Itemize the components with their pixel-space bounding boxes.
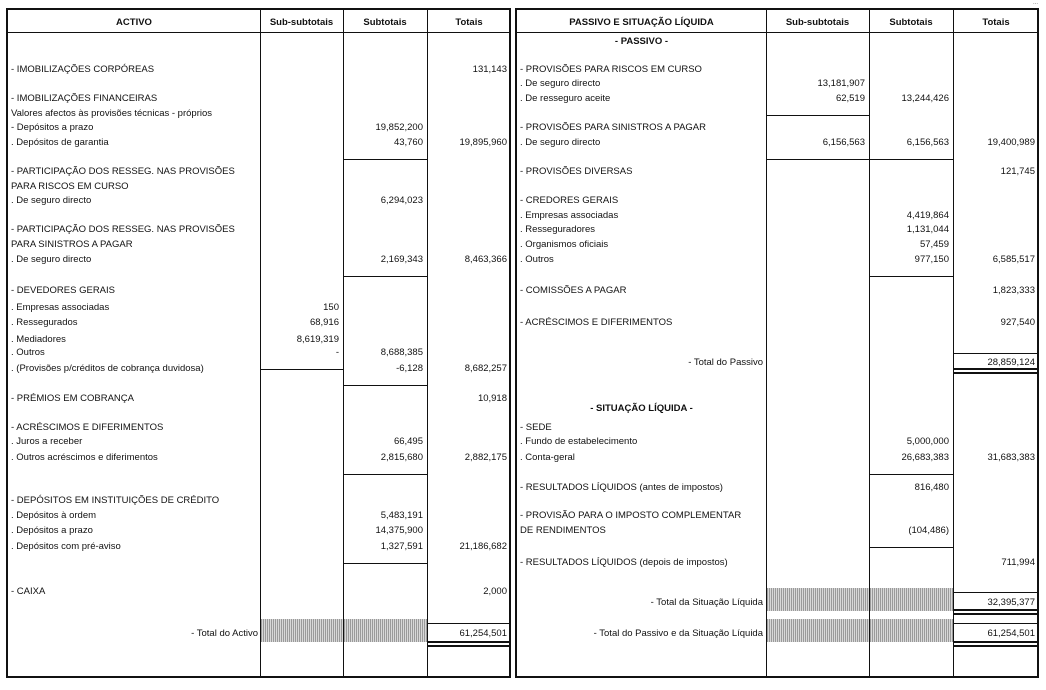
total-value: 1,823,333 <box>992 285 1035 296</box>
total-situacao-liquida-label: - Total da Situação Líquida <box>650 597 763 608</box>
sub-subtotal-value: 68,916 <box>309 317 339 328</box>
sub-subtotal-value: 150 <box>323 302 339 313</box>
total-value: 10,918 <box>477 393 507 404</box>
column-divider <box>766 10 767 676</box>
sub-subtotal-value: 6,156,563 <box>822 137 865 148</box>
totais-header: Totais <box>982 17 1010 28</box>
line-label: - DEPÓSITOS EM INSTITUIÇÕES DE CRÉDITO <box>11 495 220 506</box>
line-label: - COMISSÕES A PAGAR <box>520 285 627 296</box>
subtotal-rule <box>343 159 427 160</box>
subtotal-value: 6,294,023 <box>380 195 423 206</box>
line-label: - PROVISÕES DIVERSAS <box>520 166 633 177</box>
subtotal-value: 43,760 <box>393 137 423 148</box>
line-label: - IMOBILIZAÇÕES CORPÓREAS <box>11 64 155 75</box>
subtotal-value: 2,815,680 <box>380 452 423 463</box>
subtotal-rule <box>869 547 953 548</box>
total-passivo-situacao-value: 61,254,501 <box>987 628 1035 639</box>
line-label: - RESULTADOS LÍQUIDOS (depois de impostos) <box>520 557 728 568</box>
corner-mark: ... <box>1032 0 1038 6</box>
line-label: . Depósitos com pré-aviso <box>11 541 121 552</box>
total-activo-label: - Total do Activo <box>191 628 258 639</box>
column-divider <box>343 10 344 676</box>
line-label: . Organismos oficiais <box>520 239 609 250</box>
total-double-rule <box>427 641 511 647</box>
total-double-rule <box>953 368 1039 374</box>
line-label: . Juros a receber <box>11 436 83 447</box>
line-label: . Depósitos à ordem <box>11 510 97 521</box>
line-label: Valores afectos às provisões técnicas - próprios <box>11 108 212 119</box>
line-label: - ACRÉSCIMOS E DIFERIMENTOS <box>520 317 673 328</box>
line-label: . (Provisões p/créditos de cobrança duvidosa) <box>11 363 204 374</box>
line-label: PARA RISCOS EM CURSO <box>11 181 129 192</box>
hatched-cell <box>767 619 869 642</box>
total-rule <box>953 592 1039 593</box>
line-label: - IMOBILIZAÇÕES FINANCEIRAS <box>11 93 158 104</box>
line-label: - PARTICIPAÇÃO DOS RESSEG. NAS PROVISÕES <box>11 224 235 235</box>
subtotal-value: 14,375,900 <box>375 525 423 536</box>
line-label: - CAIXA <box>11 586 46 597</box>
total-passivo-value: 28,859,124 <box>987 357 1035 368</box>
line-label: . Outros acréscimos e diferimentos <box>11 452 158 463</box>
line-label: . Depósitos a prazo <box>11 525 93 536</box>
sub-subtotal-value: 8,619,319 <box>296 334 339 345</box>
subtotal-rule <box>260 369 343 370</box>
subtotal-rule <box>766 115 869 116</box>
subtotal-rule <box>869 159 953 160</box>
subtotal-rule <box>343 474 427 475</box>
hatched-cell <box>870 588 953 611</box>
line-label: . Outros <box>11 347 45 358</box>
total-value: 2,000 <box>483 586 507 597</box>
total-value: 2,882,175 <box>464 452 507 463</box>
sub-subtotais-header: Sub-subtotais <box>269 17 334 28</box>
subtotal-value: 57,459 <box>919 239 949 250</box>
total-value: 21,186,682 <box>459 541 507 552</box>
total-value: 121,745 <box>1000 166 1035 177</box>
total-value: 31,683,383 <box>987 452 1035 463</box>
total-value: 131,143 <box>472 64 507 75</box>
hatched-cell <box>870 619 953 642</box>
column-divider <box>869 10 870 676</box>
hatched-cell <box>767 588 869 611</box>
line-label: - RESULTADOS LÍQUIDOS (antes de impostos) <box>520 482 723 493</box>
situacao-liquida-heading: - SITUAÇÃO LÍQUIDA - <box>590 403 693 414</box>
subtotal-value: 6,156,563 <box>906 137 949 148</box>
sub-subtotal-value: - <box>335 347 339 358</box>
line-label: . Ressegurados <box>11 317 78 328</box>
subtotal-value: (104,486) <box>908 525 949 536</box>
hatched-cell <box>261 619 343 642</box>
total-rule <box>953 353 1039 354</box>
total-value: 8,682,257 <box>464 363 507 374</box>
column-divider <box>427 10 428 676</box>
line-label: - PROVISÕES PARA SINISTROS A PAGAR <box>520 122 707 133</box>
subtotal-value: 2,169,343 <box>380 254 423 265</box>
total-double-rule <box>953 609 1039 615</box>
line-label: . Mediadores <box>11 334 66 345</box>
line-label: - SEDE <box>520 422 552 433</box>
totais-header: Totais <box>455 17 483 28</box>
subtotais-header: Subtotais <box>889 17 933 28</box>
line-label: . De seguro directo <box>11 195 92 206</box>
line-label: . Outros <box>520 254 554 265</box>
total-situacao-liquida-value: 32,395,377 <box>987 597 1035 608</box>
subtotal-value: 5,483,191 <box>380 510 423 521</box>
total-value: 6,585,517 <box>992 254 1035 265</box>
total-value: 19,400,989 <box>987 137 1035 148</box>
subtotal-value: 816,480 <box>914 482 949 493</box>
subtotal-rule <box>343 276 427 277</box>
sub-subtotais-header: Sub-subtotais <box>785 17 850 28</box>
subtotal-rule <box>869 276 953 277</box>
subtotal-rule <box>869 474 953 475</box>
total-value: 19,895,960 <box>459 137 507 148</box>
subtotais-header: Subtotais <box>363 17 407 28</box>
passivo-header: PASSIVO E SITUAÇÃO LÍQUIDA <box>569 17 714 28</box>
total-passivo-situacao-label: - Total do Passivo e da Situação Líquida <box>593 628 763 639</box>
subtotal-value: 977,150 <box>914 254 949 265</box>
line-label: . Conta-geral <box>520 452 575 463</box>
activo-panel <box>6 8 511 678</box>
subtotal-rule <box>343 385 427 386</box>
sub-subtotal-value: 13,181,907 <box>817 78 865 89</box>
line-label: - DEVEDORES GERAIS <box>11 285 115 296</box>
line-label: . De seguro directo <box>11 254 92 265</box>
passivo-heading: - PASSIVO - <box>614 36 669 47</box>
subtotal-value: 19,852,200 <box>375 122 423 133</box>
subtotal-rule <box>343 563 427 564</box>
column-divider <box>953 10 954 676</box>
line-label: - PRÉMIOS EM COBRANÇA <box>11 393 134 404</box>
subtotal-value: 5,000,000 <box>906 436 949 447</box>
hatched-cell <box>344 619 427 642</box>
line-label: DE RENDIMENTOS <box>520 525 606 536</box>
line-label: - PROVISÕES PARA RISCOS EM CURSO <box>520 64 702 75</box>
total-double-rule <box>953 641 1039 647</box>
line-label: . Depósitos de garantia <box>11 137 109 148</box>
subtotal-value: 8,688,385 <box>380 347 423 358</box>
line-label: - PARTICIPAÇÃO DOS RESSEG. NAS PROVISÕES <box>11 166 235 177</box>
line-label: . De seguro directo <box>520 78 601 89</box>
activo-header: ACTIVO <box>116 17 152 28</box>
line-label: - CREDORES GERAIS <box>520 195 619 206</box>
subtotal-value: 13,244,426 <box>901 93 949 104</box>
subtotal-value: 66,495 <box>393 436 423 447</box>
line-label: . Resseguradores <box>520 224 595 235</box>
sub-subtotal-value: 62,519 <box>835 93 865 104</box>
total-rule <box>953 623 1039 624</box>
total-value: 8,463,366 <box>464 254 507 265</box>
subtotal-value: -6,128 <box>396 363 423 374</box>
line-label: - PROVISÃO PARA O IMPOSTO COMPLEMENTAR <box>520 510 742 521</box>
subtotal-value: 26,683,383 <box>901 452 949 463</box>
line-label: . De seguro directo <box>520 137 601 148</box>
subtotal-value: 4,419,864 <box>906 210 949 221</box>
total-value: 927,540 <box>1000 317 1035 328</box>
line-label: - Depósitos a prazo <box>11 122 94 133</box>
total-activo-value: 61,254,501 <box>459 628 507 639</box>
subtotal-rule <box>766 159 869 160</box>
total-rule <box>427 623 511 624</box>
line-label: . Empresas associadas <box>11 302 110 313</box>
line-label: - ACRÉSCIMOS E DIFERIMENTOS <box>11 422 164 433</box>
activo-header-row <box>8 10 509 33</box>
line-label: . De resseguro aceite <box>520 93 611 104</box>
total-passivo-label: - Total do Passivo <box>688 357 763 368</box>
subtotal-value: 1,131,044 <box>906 224 949 235</box>
subtotal-value: 1,327,591 <box>380 541 423 552</box>
passivo-panel <box>515 8 1039 678</box>
total-value: 711,994 <box>1001 557 1035 568</box>
line-label: . Fundo de estabelecimento <box>520 436 638 447</box>
line-label: PARA SINISTROS A PAGAR <box>11 239 133 250</box>
passivo-header-row <box>517 10 1037 33</box>
line-label: . Empresas associadas <box>520 210 619 221</box>
